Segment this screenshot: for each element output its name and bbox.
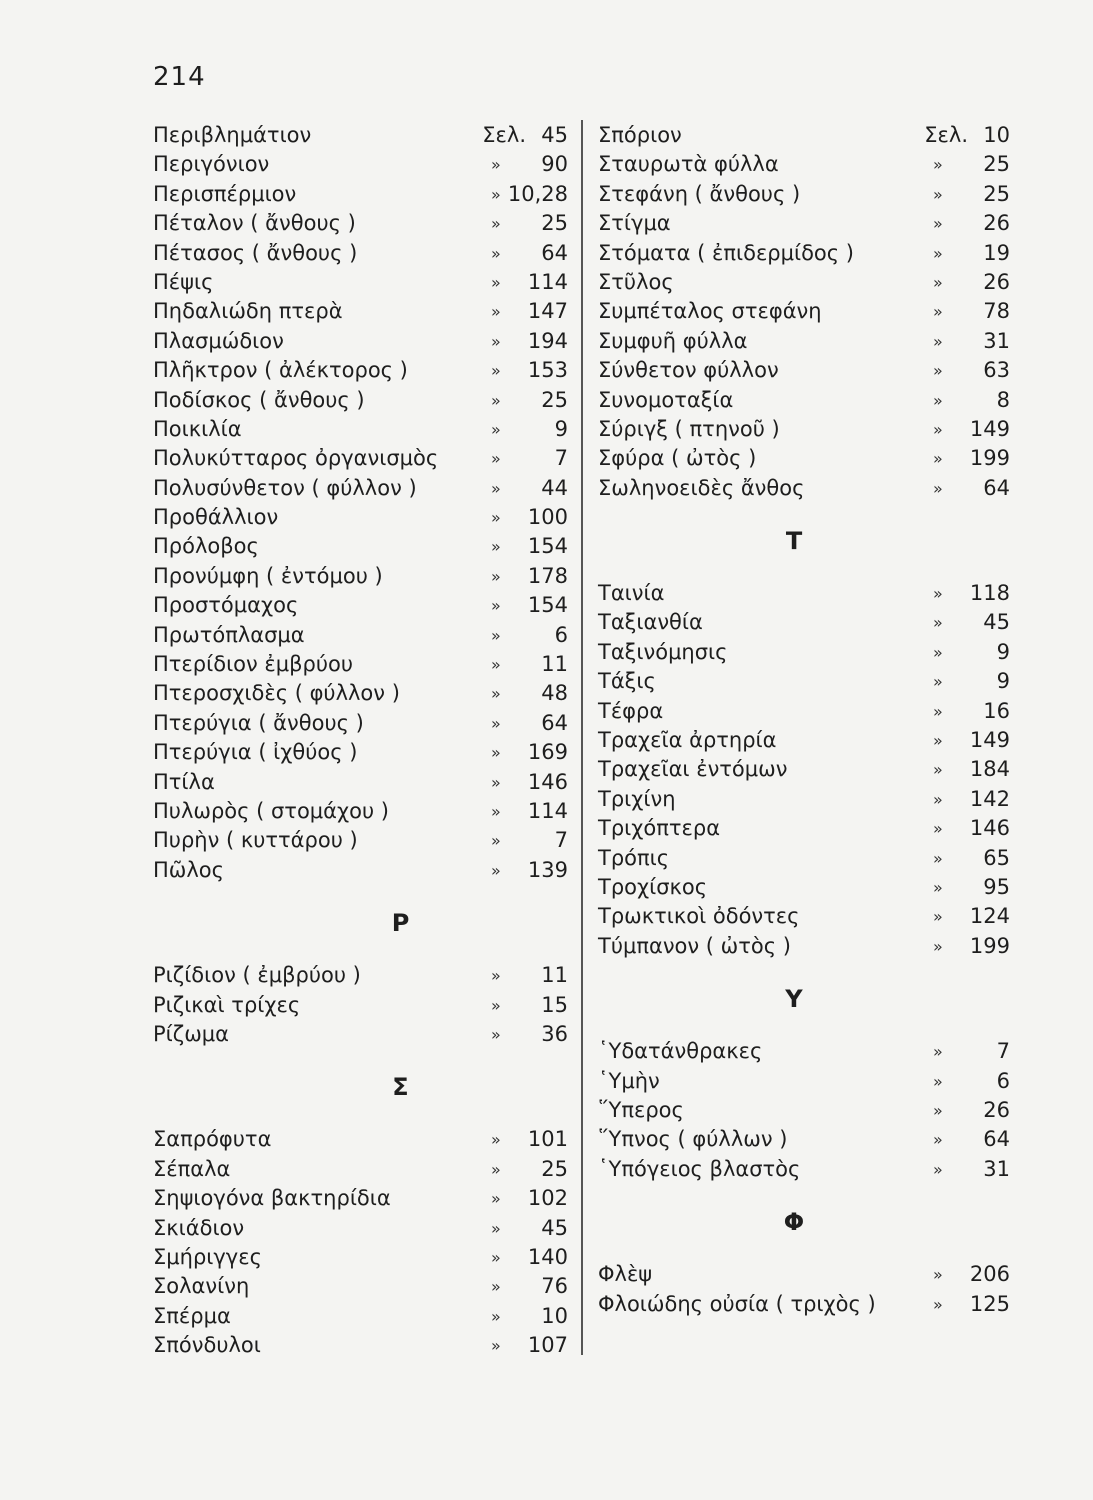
index-entry bbox=[153, 1214, 568, 1243]
index-page-number: 146 bbox=[969, 816, 1010, 841]
index-page-number: 36 bbox=[541, 1021, 568, 1046]
ditto-mark: » bbox=[491, 272, 501, 292]
index-page-number: 19 bbox=[983, 240, 1010, 265]
index-page-number: 9 bbox=[996, 639, 1010, 664]
ditto-mark: » bbox=[491, 713, 501, 733]
index-term: Συνομοταξία bbox=[598, 387, 734, 412]
index-page-number: 6 bbox=[996, 1068, 1010, 1093]
index-page-number: 125 bbox=[969, 1291, 1010, 1316]
ditto-mark: » bbox=[491, 655, 501, 675]
index-page-number: 107 bbox=[527, 1333, 568, 1358]
ditto-mark: » bbox=[491, 1277, 501, 1297]
index-entry bbox=[153, 121, 568, 150]
index-page-number: 154 bbox=[527, 534, 568, 559]
index-column-left bbox=[153, 121, 568, 1360]
section-spacer bbox=[153, 1049, 568, 1067]
index-entry bbox=[598, 638, 1010, 667]
ditto-mark: » bbox=[491, 214, 501, 234]
index-page-number: 64 bbox=[983, 475, 1010, 500]
index-entry bbox=[153, 1184, 568, 1213]
index-entry bbox=[153, 532, 568, 561]
index-entry bbox=[598, 873, 1010, 902]
ditto-mark: » bbox=[933, 907, 943, 927]
index-page-number: 10 bbox=[983, 123, 1010, 147]
index-page-number: 64 bbox=[541, 710, 568, 735]
ditto-mark: » bbox=[933, 760, 943, 780]
ditto-mark: » bbox=[933, 361, 943, 381]
index-term: Ριζικαὶ τρίχες bbox=[153, 992, 301, 1017]
section-spacer bbox=[153, 943, 568, 961]
index-entry bbox=[598, 697, 1010, 726]
index-entry bbox=[598, 1260, 1010, 1289]
index-term: Πολυσύνθετον ( φύλλον ) bbox=[153, 475, 417, 500]
index-page-number: 206 bbox=[969, 1262, 1010, 1287]
index-term: Πυρὴν ( κυττάρου ) bbox=[153, 828, 358, 853]
index-term: Πέταλον ( ἄνθους ) bbox=[153, 211, 356, 236]
index-entry bbox=[598, 268, 1010, 297]
index-term: Πηδαλιώδη πτερὰ bbox=[153, 299, 343, 324]
index-term: Σέπαλα bbox=[153, 1156, 231, 1181]
index-page-number: 114 bbox=[527, 798, 568, 823]
ditto-mark: » bbox=[491, 331, 501, 351]
page-abbrev-label: Σελ. bbox=[482, 123, 526, 147]
index-term: Φλοιώδης οὐσία ( τριχὸς ) bbox=[598, 1291, 876, 1316]
ditto-mark: » bbox=[933, 1294, 943, 1314]
index-page-number: 153 bbox=[527, 358, 568, 383]
ditto-mark: » bbox=[933, 936, 943, 956]
index-entry bbox=[598, 1125, 1010, 1154]
index-term: ῞Υπνος ( φύλλων ) bbox=[598, 1127, 788, 1152]
section-spacer bbox=[153, 885, 568, 903]
ditto-mark: » bbox=[491, 684, 501, 704]
index-term: Ποικιλία bbox=[153, 416, 242, 441]
index-entry bbox=[598, 386, 1010, 415]
index-page-number: 15 bbox=[541, 992, 568, 1017]
index-page-number: 10 bbox=[541, 1303, 568, 1328]
section-letter: Σ bbox=[392, 1073, 409, 1102]
index-page-number: 63 bbox=[983, 358, 1010, 383]
index-entry bbox=[598, 327, 1010, 356]
index-term: Πολυκύτταρος ὀργανισμὸς bbox=[153, 446, 439, 471]
section-spacer bbox=[598, 503, 1010, 521]
ditto-mark: » bbox=[491, 155, 501, 175]
index-page-number: 6 bbox=[554, 622, 568, 647]
index-page-number: 124 bbox=[969, 904, 1010, 929]
ditto-mark: » bbox=[933, 877, 943, 897]
ditto-mark: » bbox=[933, 272, 943, 292]
ditto-mark: » bbox=[933, 731, 943, 751]
index-page-number: 76 bbox=[541, 1274, 568, 1299]
index-page-number: 118 bbox=[969, 581, 1010, 606]
index-page-number: 25 bbox=[983, 181, 1010, 206]
index-page-number: 10,28 bbox=[507, 181, 568, 206]
ditto-mark: » bbox=[933, 789, 943, 809]
index-page-number: 7 bbox=[554, 446, 568, 471]
ditto-mark: » bbox=[933, 819, 943, 839]
index-term: Σολανίνη bbox=[153, 1274, 250, 1299]
index-entry bbox=[153, 709, 568, 738]
ditto-mark: » bbox=[491, 361, 501, 381]
index-entry bbox=[153, 1302, 568, 1331]
index-page-number: 199 bbox=[969, 446, 1010, 471]
index-entry bbox=[598, 356, 1010, 385]
ditto-mark: » bbox=[491, 1189, 501, 1209]
index-entry bbox=[153, 1331, 568, 1360]
ditto-mark: » bbox=[933, 1130, 943, 1150]
index-term: Στῦλος bbox=[598, 269, 674, 294]
index-page-number: 26 bbox=[983, 211, 1010, 236]
index-page-number: 100 bbox=[527, 505, 568, 530]
index-term: Σωληνοειδὲς ἄνθος bbox=[598, 475, 805, 500]
index-term: Περιβλημάτιον bbox=[153, 123, 312, 147]
index-page-number: 149 bbox=[969, 728, 1010, 753]
index-term: Περιγόνιον bbox=[153, 152, 270, 177]
index-term: Ποδίσκος ( ἄνθους ) bbox=[153, 387, 365, 412]
index-term: Πτερύγια ( ἄνθους ) bbox=[153, 710, 364, 735]
index-entry bbox=[153, 297, 568, 326]
index-entry bbox=[153, 444, 568, 473]
index-page-number: 178 bbox=[527, 563, 568, 588]
ditto-mark: » bbox=[491, 478, 501, 498]
index-entry bbox=[153, 503, 568, 532]
index-term: Τέφρα bbox=[598, 698, 664, 723]
index-entry bbox=[598, 726, 1010, 755]
index-page-number: 25 bbox=[541, 1156, 568, 1181]
ditto-mark: » bbox=[491, 596, 501, 616]
ditto-mark: » bbox=[933, 331, 943, 351]
ditto-mark: » bbox=[933, 1265, 943, 1285]
ditto-mark: » bbox=[933, 302, 943, 322]
ditto-mark: » bbox=[491, 419, 501, 439]
index-term: Περισπέρμιον bbox=[153, 181, 297, 206]
ditto-mark: » bbox=[933, 214, 943, 234]
index-entry bbox=[153, 650, 568, 679]
index-entry bbox=[153, 239, 568, 268]
ditto-mark: » bbox=[491, 390, 501, 410]
index-page-number: 199 bbox=[969, 933, 1010, 958]
index-term: Ταινία bbox=[598, 581, 665, 606]
index-term: Στεφάνη ( ἄνθους ) bbox=[598, 181, 801, 206]
index-entry bbox=[153, 591, 568, 620]
index-page-number: 16 bbox=[983, 698, 1010, 723]
index-entry bbox=[153, 150, 568, 179]
index-page-number: 45 bbox=[541, 123, 568, 147]
index-page-number: 7 bbox=[996, 1039, 1010, 1064]
index-entry bbox=[153, 268, 568, 297]
ditto-mark: » bbox=[933, 1159, 943, 1179]
ditto-mark: » bbox=[491, 566, 501, 586]
section-spacer bbox=[598, 961, 1010, 979]
index-page-number: 9 bbox=[554, 416, 568, 441]
index-entry bbox=[153, 180, 568, 209]
index-entry bbox=[598, 1067, 1010, 1096]
index-entry bbox=[598, 209, 1010, 238]
index-term: ῾Υδατάνθρακες bbox=[598, 1039, 763, 1064]
index-entry bbox=[598, 579, 1010, 608]
ditto-mark: » bbox=[933, 701, 943, 721]
index-entry bbox=[153, 991, 568, 1020]
index-page-number: 44 bbox=[541, 475, 568, 500]
ditto-mark: » bbox=[491, 1247, 501, 1267]
index-entry bbox=[153, 1243, 568, 1272]
index-page-number: 194 bbox=[527, 328, 568, 353]
index-page-number: 7 bbox=[554, 828, 568, 853]
ditto-mark: » bbox=[933, 184, 943, 204]
ditto-mark: » bbox=[933, 1042, 943, 1062]
index-entry bbox=[153, 1125, 568, 1154]
index-column-right bbox=[598, 121, 1010, 1319]
index-term: Πλῆκτρον ( ἀλέκτορος ) bbox=[153, 358, 408, 383]
index-term: Συμφυῆ φύλλα bbox=[598, 328, 748, 353]
index-entry bbox=[598, 902, 1010, 931]
index-entry bbox=[153, 961, 568, 990]
index-page-number: 45 bbox=[983, 610, 1010, 635]
index-entry bbox=[153, 1272, 568, 1301]
ditto-mark: » bbox=[491, 1306, 501, 1326]
ditto-mark: » bbox=[491, 1130, 501, 1150]
index-page-number: 101 bbox=[527, 1127, 568, 1152]
index-entry bbox=[598, 608, 1010, 637]
index-page-number: 26 bbox=[983, 269, 1010, 294]
section-spacer bbox=[598, 561, 1010, 579]
index-entry bbox=[153, 1155, 568, 1184]
index-term: Σφύρα ( ὠτὸς ) bbox=[598, 446, 757, 471]
ditto-mark: » bbox=[933, 243, 943, 263]
index-term: Σηψιογόνα βακτηρίδια bbox=[153, 1186, 391, 1211]
ditto-mark: » bbox=[933, 584, 943, 604]
index-entry bbox=[598, 297, 1010, 326]
page-abbrev-label: Σελ. bbox=[924, 123, 968, 147]
index-page-number: 149 bbox=[969, 416, 1010, 441]
index-page-number: 65 bbox=[983, 845, 1010, 870]
index-term: ῞Υπερος bbox=[598, 1097, 684, 1122]
ditto-mark: » bbox=[933, 1071, 943, 1091]
ditto-mark: » bbox=[933, 1100, 943, 1120]
ditto-mark: » bbox=[933, 613, 943, 633]
ditto-mark: » bbox=[491, 772, 501, 792]
index-term: Προθάλλιον bbox=[153, 505, 279, 530]
index-term: Ταξιανθία bbox=[598, 610, 703, 635]
index-page-number: 48 bbox=[541, 681, 568, 706]
index-term: Πτερίδιον ἐμβρύου bbox=[153, 652, 354, 677]
index-term: Προστόμαχος bbox=[153, 593, 299, 618]
index-term: Τριχίνη bbox=[598, 786, 676, 811]
index-entry bbox=[598, 1155, 1010, 1184]
index-entry bbox=[153, 1020, 568, 1049]
index-term: Τάξις bbox=[598, 669, 656, 694]
index-entry bbox=[598, 1037, 1010, 1066]
ditto-mark: » bbox=[491, 537, 501, 557]
index-term: Τροχίσκος bbox=[598, 874, 708, 899]
index-page-number: 25 bbox=[541, 387, 568, 412]
ditto-mark: » bbox=[933, 478, 943, 498]
index-page-number: 45 bbox=[541, 1215, 568, 1240]
index-page-number: 9 bbox=[996, 669, 1010, 694]
index-entry bbox=[598, 239, 1010, 268]
index-page-number: 140 bbox=[527, 1244, 568, 1269]
section-spacer bbox=[153, 1107, 568, 1125]
index-term: Τρόπις bbox=[598, 845, 670, 870]
index-page-number: 114 bbox=[527, 269, 568, 294]
index-term: Σπέρμα bbox=[153, 1303, 231, 1328]
ditto-mark: » bbox=[491, 966, 501, 986]
index-page-number: 95 bbox=[983, 874, 1010, 899]
index-page-number: 25 bbox=[541, 211, 568, 236]
ditto-mark: » bbox=[933, 155, 943, 175]
index-term: Σταυρωτὰ φύλλα bbox=[598, 152, 779, 177]
index-term: Πρoνύμφη ( ἐντόμου ) bbox=[153, 563, 383, 588]
index-term: Σπόριον bbox=[598, 123, 682, 147]
ditto-mark: » bbox=[933, 390, 943, 410]
index-term: ῾Υμὴν bbox=[598, 1068, 660, 1093]
index-entry bbox=[153, 562, 568, 591]
index-page-number: 169 bbox=[527, 740, 568, 765]
index-entry bbox=[153, 856, 568, 885]
index-term: Πῶλος bbox=[153, 857, 224, 882]
index-entry bbox=[153, 327, 568, 356]
index-page-number: 31 bbox=[983, 328, 1010, 353]
section-letter: Υ bbox=[785, 985, 803, 1014]
ditto-mark: » bbox=[933, 642, 943, 662]
ditto-mark: » bbox=[491, 801, 501, 821]
ditto-mark: » bbox=[491, 1336, 501, 1356]
index-term: Πτίλα bbox=[153, 769, 215, 794]
ditto-mark: » bbox=[933, 672, 943, 692]
index-entry bbox=[598, 755, 1010, 784]
index-page-number: 78 bbox=[983, 299, 1010, 324]
index-term: Στίγμα bbox=[598, 211, 671, 236]
index-term: Σμήριγγες bbox=[153, 1244, 262, 1269]
ditto-mark: » bbox=[491, 1024, 501, 1044]
index-term: Ριζίδιον ( ἐμβρύου ) bbox=[153, 963, 361, 988]
ditto-mark: » bbox=[491, 625, 501, 645]
index-page-number: 25 bbox=[983, 152, 1010, 177]
index-page-number: 64 bbox=[541, 240, 568, 265]
index-page-number: 184 bbox=[969, 757, 1010, 782]
index-entry bbox=[598, 932, 1010, 961]
index-entry bbox=[153, 826, 568, 855]
index-page-number: 147 bbox=[527, 299, 568, 324]
index-term: Τραχεῖαι ἐντόμων bbox=[598, 757, 788, 782]
section-spacer bbox=[598, 1242, 1010, 1260]
index-page-number: 154 bbox=[527, 593, 568, 618]
ditto-mark: » bbox=[491, 449, 501, 469]
index-entry bbox=[153, 356, 568, 385]
ditto-mark: » bbox=[491, 995, 501, 1015]
index-entry bbox=[598, 1096, 1010, 1125]
index-page-number: 8 bbox=[996, 387, 1010, 412]
index-term: Ρίζωμα bbox=[153, 1021, 229, 1046]
ditto-mark: » bbox=[491, 302, 501, 322]
index-entry bbox=[598, 121, 1010, 150]
ditto-mark: » bbox=[491, 860, 501, 880]
index-term: Συμπέταλος στεφάνη bbox=[598, 299, 822, 324]
ditto-mark: » bbox=[491, 1159, 501, 1179]
index-entry bbox=[153, 679, 568, 708]
index-entry bbox=[153, 474, 568, 503]
ditto-mark: » bbox=[491, 184, 501, 204]
ditto-mark: » bbox=[491, 743, 501, 763]
index-term: Τραχεῖα ἀρτηρία bbox=[598, 728, 777, 753]
index-term: Σπόνδυλοι bbox=[153, 1333, 261, 1358]
index-term: Φλὲψ bbox=[598, 1262, 653, 1287]
index-entry bbox=[598, 444, 1010, 473]
index-page-number: 64 bbox=[983, 1127, 1010, 1152]
index-term: ῾Υπόγειος βλαστὸς bbox=[598, 1156, 801, 1181]
index-page-number: 142 bbox=[969, 786, 1010, 811]
index-page-number: 11 bbox=[541, 652, 568, 677]
index-entry bbox=[153, 415, 568, 444]
index-entry bbox=[598, 844, 1010, 873]
section-letter: Ρ bbox=[391, 909, 410, 938]
index-term: Πρόλοβος bbox=[153, 534, 259, 559]
index-entry bbox=[598, 180, 1010, 209]
index-term: Σύριγξ ( πτηνοῦ ) bbox=[598, 416, 780, 441]
ditto-mark: » bbox=[933, 419, 943, 439]
index-entry bbox=[153, 738, 568, 767]
section-letter: Τ bbox=[785, 527, 803, 556]
index-term: Πέψις bbox=[153, 269, 214, 294]
index-page-number: 11 bbox=[541, 963, 568, 988]
section-letter: Φ bbox=[783, 1208, 805, 1237]
index-page-number: 26 bbox=[983, 1097, 1010, 1122]
index-term: Πτεροσχιδὲς ( φύλλον ) bbox=[153, 681, 400, 706]
page-number: 214 bbox=[153, 62, 206, 92]
index-entry bbox=[598, 1290, 1010, 1319]
index-term: Τριχόπτερα bbox=[598, 816, 721, 841]
index-page-number: 102 bbox=[527, 1186, 568, 1211]
section-spacer bbox=[598, 1184, 1010, 1202]
ditto-mark: » bbox=[491, 243, 501, 263]
index-entry bbox=[153, 386, 568, 415]
index-entry bbox=[153, 768, 568, 797]
index-term: Πυλωρὸς ( στομάχου ) bbox=[153, 798, 390, 823]
index-term: Πρωτόπλασμα bbox=[153, 622, 305, 647]
section-spacer bbox=[598, 1019, 1010, 1037]
index-term: Ταξινόμησις bbox=[598, 639, 728, 664]
ditto-mark: » bbox=[491, 508, 501, 528]
index-term: Σαπρόφυτα bbox=[153, 1127, 272, 1152]
index-entry bbox=[598, 150, 1010, 179]
index-term: Πέτασος ( ἄνθους ) bbox=[153, 240, 358, 265]
index-term: Σκιάδιον bbox=[153, 1215, 245, 1240]
ditto-mark: » bbox=[491, 831, 501, 851]
ditto-mark: » bbox=[933, 848, 943, 868]
index-page-number: 90 bbox=[541, 152, 568, 177]
index-entry bbox=[153, 209, 568, 238]
index-entry bbox=[598, 785, 1010, 814]
column-divider bbox=[581, 120, 583, 1355]
index-term: Σύνθετον φύλλον bbox=[598, 358, 779, 383]
index-entry bbox=[598, 667, 1010, 696]
index-term: Τρωκτικοὶ ὀδόντες bbox=[598, 904, 800, 929]
index-page-number: 139 bbox=[527, 857, 568, 882]
index-page-number: 146 bbox=[527, 769, 568, 794]
index-entry bbox=[153, 621, 568, 650]
index-term: Πλασμώδιον bbox=[153, 328, 284, 353]
ditto-mark: » bbox=[933, 449, 943, 469]
index-term: Τύμπανον ( ὠτὸς ) bbox=[598, 933, 791, 958]
index-page-number: 31 bbox=[983, 1156, 1010, 1181]
index-entry bbox=[598, 814, 1010, 843]
index-entry bbox=[153, 797, 568, 826]
index-term: Πτερύγια ( ἰχθύος ) bbox=[153, 740, 358, 765]
ditto-mark: » bbox=[491, 1218, 501, 1238]
index-entry bbox=[598, 474, 1010, 503]
index-entry bbox=[598, 415, 1010, 444]
index-term: Στόματα ( ἐπιδερμίδος ) bbox=[598, 240, 854, 265]
